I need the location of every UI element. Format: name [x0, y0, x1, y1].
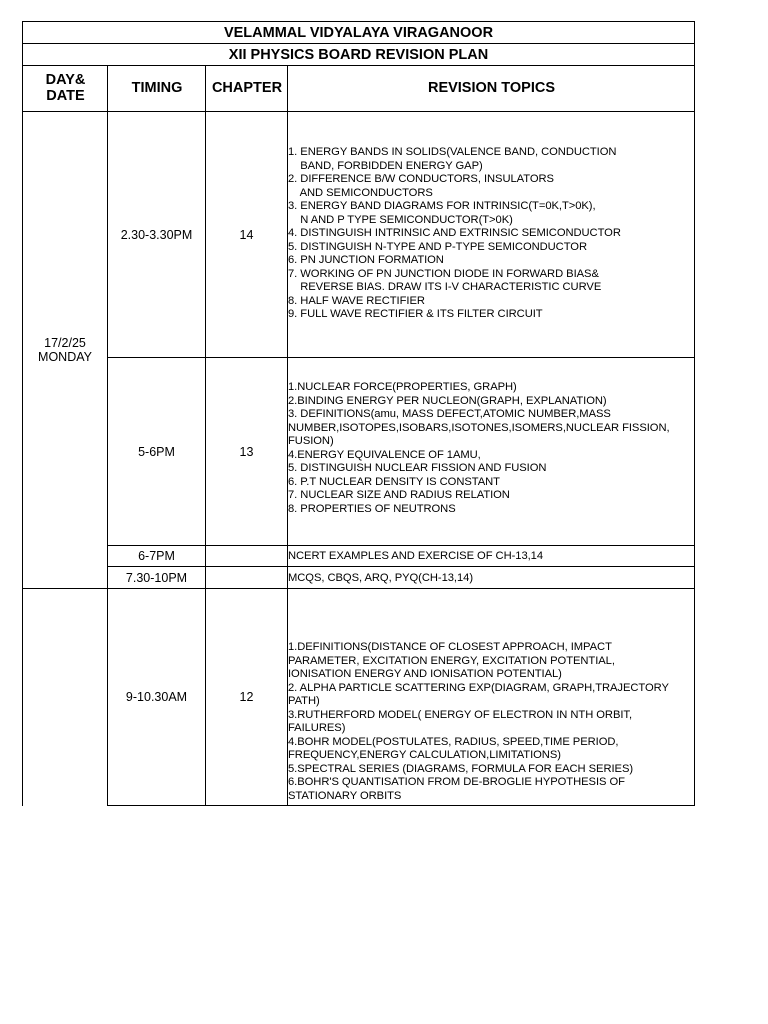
grid-line [107, 805, 695, 806]
timing-cell: 6-7PM [138, 549, 175, 563]
grid-line [694, 65, 695, 806]
revision-topics-cell: 1.DEFINITIONS(DISTANCE OF CLOSEST APPROACH, IMPACT PARAMETER, EXCITATION ENERGY, EXCITATION POTENTIAL, IONISATION ENERGY AND IONISATION POTENTIAL) 2. ALPHA PARTICLE SCATTERING EXP(DIAGRAM, GRAPH,TRAJECTORY PATH) 3.RUTHERFORD MODEL( ENERGY OF ELECTRON IN NTH ORBIT, FAILURES) 4.BOHR MODEL(POSTULATES, RADIUS, SPEED,TIME PERIOD, FREQUENCY,ENERGY CALCULATION,LIMITATIONS) 5.SPECTRAL SERIES (DIAGRAMS, FORMULA FOR EACH SERIES) 6.BOHR'S QUANTISATION FROM DE-BROGLIE HYPOTHESIS OF STATIONARY ORBITS [288, 641, 669, 802]
school-name: VELAMMAL VIDYALAYA VIRAGANOOR [22, 21, 695, 44]
column-header-topics: REVISION TOPICS [427, 80, 556, 96]
plan-title: XII PHYSICS BOARD REVISION PLAN [22, 43, 695, 66]
chapter-cell [206, 567, 287, 588]
revision-plan-sheet [22, 21, 695, 805]
chapter-cell: 13 [239, 444, 254, 459]
column-header-chapter: CHAPTER [211, 80, 283, 96]
chapter-cell: 12 [239, 690, 254, 704]
chapter-cell [206, 546, 287, 566]
timing-cell: 9-10.30AM [125, 690, 188, 704]
day-date-cell [23, 589, 107, 805]
timing-cell: 7.30-10PM [125, 570, 188, 585]
column-header-day-date: DAY& DATE [45, 72, 86, 104]
revision-topics-cell: 1.NUCLEAR FORCE(PROPERTIES, GRAPH) 2.BINDING ENERGY PER NUCLEON(GRAPH, EXPLANATION) 3. DEFINITIONS(amu, MASS DEFECT,ATOMIC NUMBER,MASS NUMBER,ISOTOPES,ISOBARS,ISOTONES,ISOMERS,NUCLEAR FISSION, FUSION) 4.ENERGY EQUIVALENCE OF 1AMU, 5. DISTINGUISH NUCLEAR FISSION AND FUSION 6. P.T NUCLEAR DENSITY IS CONSTANT 7. NUCLEAR SIZE AND RADIUS RELATION 8. PROPERTIES OF NEUTRONS [288, 381, 670, 515]
day-date-cell: 17/2/25 MONDAY [38, 336, 92, 364]
chapter-cell: 14 [239, 227, 254, 242]
timing-cell: 5-6PM [138, 444, 175, 459]
timing-cell: 2.30-3.30PM [120, 227, 193, 242]
column-header-row [22, 65, 695, 112]
revision-topics-cell: MCQS, CBQS, ARQ, PYQ(CH-13,14) [288, 572, 473, 584]
revision-topics-cell: NCERT EXAMPLES AND EXERCISE OF CH-13,14 [288, 550, 544, 562]
column-header-timing: TIMING [131, 80, 183, 96]
revision-topics-cell: 1. ENERGY BANDS IN SOLIDS(VALENCE BAND, CONDUCTION BAND, FORBIDDEN ENERGY GAP) 2. DIFFERENCE B/W CONDUCTORS, INSULATORS AND SEMICONDUCTORS 3. ENERGY BAND DIAGRAMS FOR INTRINSIC(T=0K,T>0K), N AND P TYPE SEMICONDUCTOR(T>0K) 4. DISTINGUISH INTRINSIC AND EXTRINSIC SEMICONDUCTOR 5. DISTINGUISH N-TYPE AND P-TYPE SEMICONDUCTOR 6. PN JUNCTION FORMATION 7. WORKING OF PN JUNCTION DIODE IN FORWARD BIAS& REVERSE BIAS. DRAW ITS I-V CHARACTERISTIC CURVE 8. HALF WAVE RECTIFIER 9. FULL WAVE RECTIFIER & ITS FILTER CIRCUIT [288, 146, 621, 320]
